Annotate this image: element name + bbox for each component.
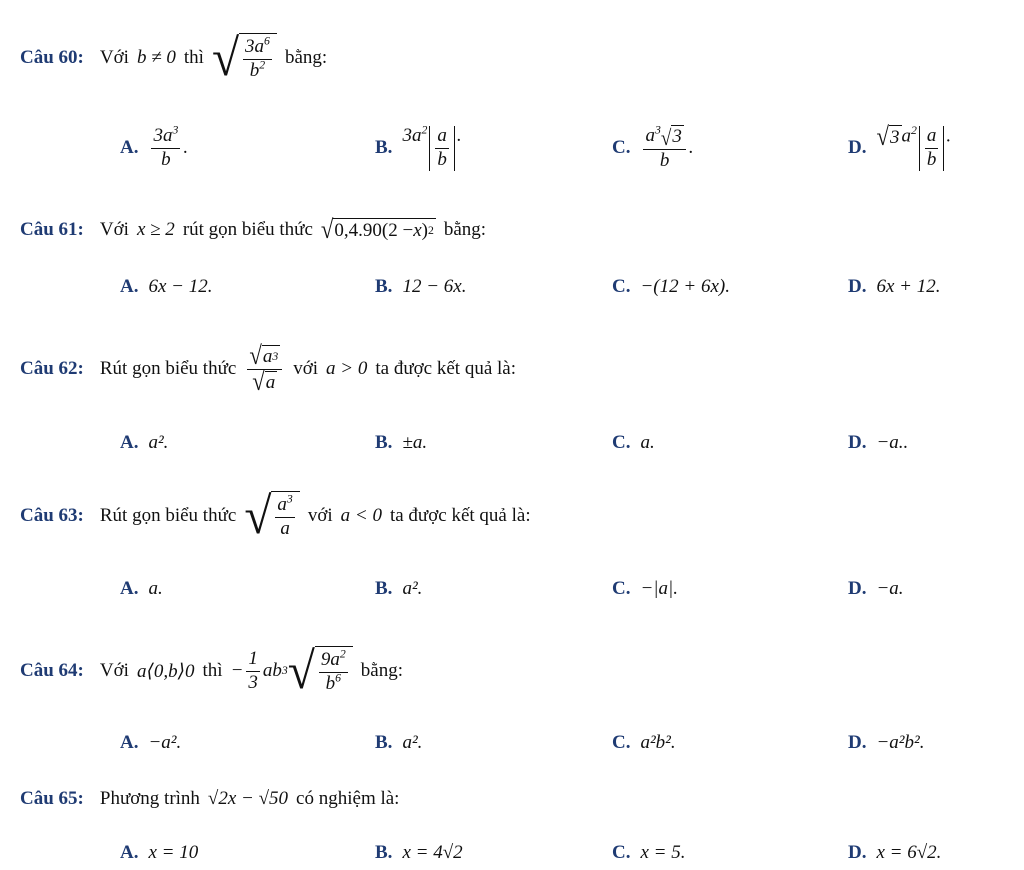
question-number: Câu 64: [20,660,84,681]
stem-text: Với [99,47,129,68]
option-a[interactable]: A. $\frac{3a^3}{b}$ . [120,123,189,170]
option-a[interactable]: A. 6x − 12. [120,276,213,297]
question-stem: Rút gọn biểu thức √ a 3 √ a với a > 0 ta được kết quả là: [99,340,517,396]
condition: a⟨0,b⟩0 [136,660,195,682]
question-stem: Với x ≥ 2 rút gọn biểu thức √ 0,4.90(2 − x ) 2 bằng: [99,215,487,245]
option-d[interactable]: D. 6x + 12. [848,276,941,297]
expression: √ $\frac{a^3}{a}$ [244,491,300,540]
option-d[interactable]: D. −a.. [848,432,909,453]
option-c[interactable]: C. $a^3$ √ 3 b . [612,123,694,171]
stem-text: thì [183,47,204,68]
option-b[interactable]: B. $3a^2$ $\frac{a}{b}$ . [375,123,462,170]
condition: x ≥ 2 [136,219,175,240]
option-c[interactable]: C. −|a|. [612,578,679,599]
option-c[interactable]: C. a²b². [612,732,676,753]
option-b[interactable]: B. ±a. [375,432,428,453]
question-stem: Rút gọn biểu thức √ $\frac{a^3}{a}$ với a < 0 ta được kết quả là: [99,486,531,545]
question-63 [20,484,531,548]
condition: a > 0 [326,358,368,379]
expression: √ a 3 √ a [244,345,285,394]
option-d[interactable]: D. −a. [848,578,904,599]
option-b[interactable]: B. a². [375,578,423,599]
question-stem: Với a⟨0,b⟩0 thì − $\frac{1}{3}$ ab 3 √ $\frac{9a^2}{b^6}$ bằng: [99,641,404,700]
question-62 [20,336,516,402]
option-d[interactable]: D. x = 6√2. [848,842,942,863]
expression: √ $\frac{3a^6}{b^2}$ [212,33,277,82]
option-d[interactable]: D. √ 3 $a^2$ $\frac{a}{b}$ . [848,122,952,171]
option-c[interactable]: C. −(12 + 6x). [612,276,730,297]
question-number: Câu 62: [20,358,84,379]
option-a[interactable]: A. −a². [120,732,182,753]
question-stem: Phương trình √2x − √50 có nghiệm là: [99,788,400,809]
option-a[interactable]: A. a². [120,432,169,453]
question-number: Câu 65: [20,788,84,809]
question-64 [20,638,403,704]
question-number: Câu 61: [20,219,84,240]
question-stem [99,28,328,87]
expression: √ 0,4.90(2 − x ) 2 [320,215,434,245]
option-d[interactable]: D. −a²b². [848,732,925,753]
question-number: Câu 60: [20,47,84,68]
option-c[interactable]: C. a. [612,432,655,453]
stem-text: bằng: [284,47,328,68]
option-b[interactable]: B. 12 − 6x. [375,276,467,297]
option-c[interactable]: C. x = 5. [612,842,686,863]
expression: √2x − √50 [207,788,289,809]
option-b[interactable]: B. a². [375,732,423,753]
option-a[interactable]: A. x = 10 [120,842,199,863]
question-61 [20,214,486,246]
expression: − $\frac{1}{3}$ ab 3 √ $\frac{9a^2}{b^6}$ [231,646,353,695]
question-number: Câu 63: [20,505,84,526]
question-60 [20,30,327,86]
condition: b ≠ 0 [136,47,176,68]
condition: a < 0 [340,505,382,526]
option-b[interactable]: B. x = 4√2 [375,842,463,863]
option-a[interactable]: A. a. [120,578,163,599]
question-65 [20,784,399,814]
